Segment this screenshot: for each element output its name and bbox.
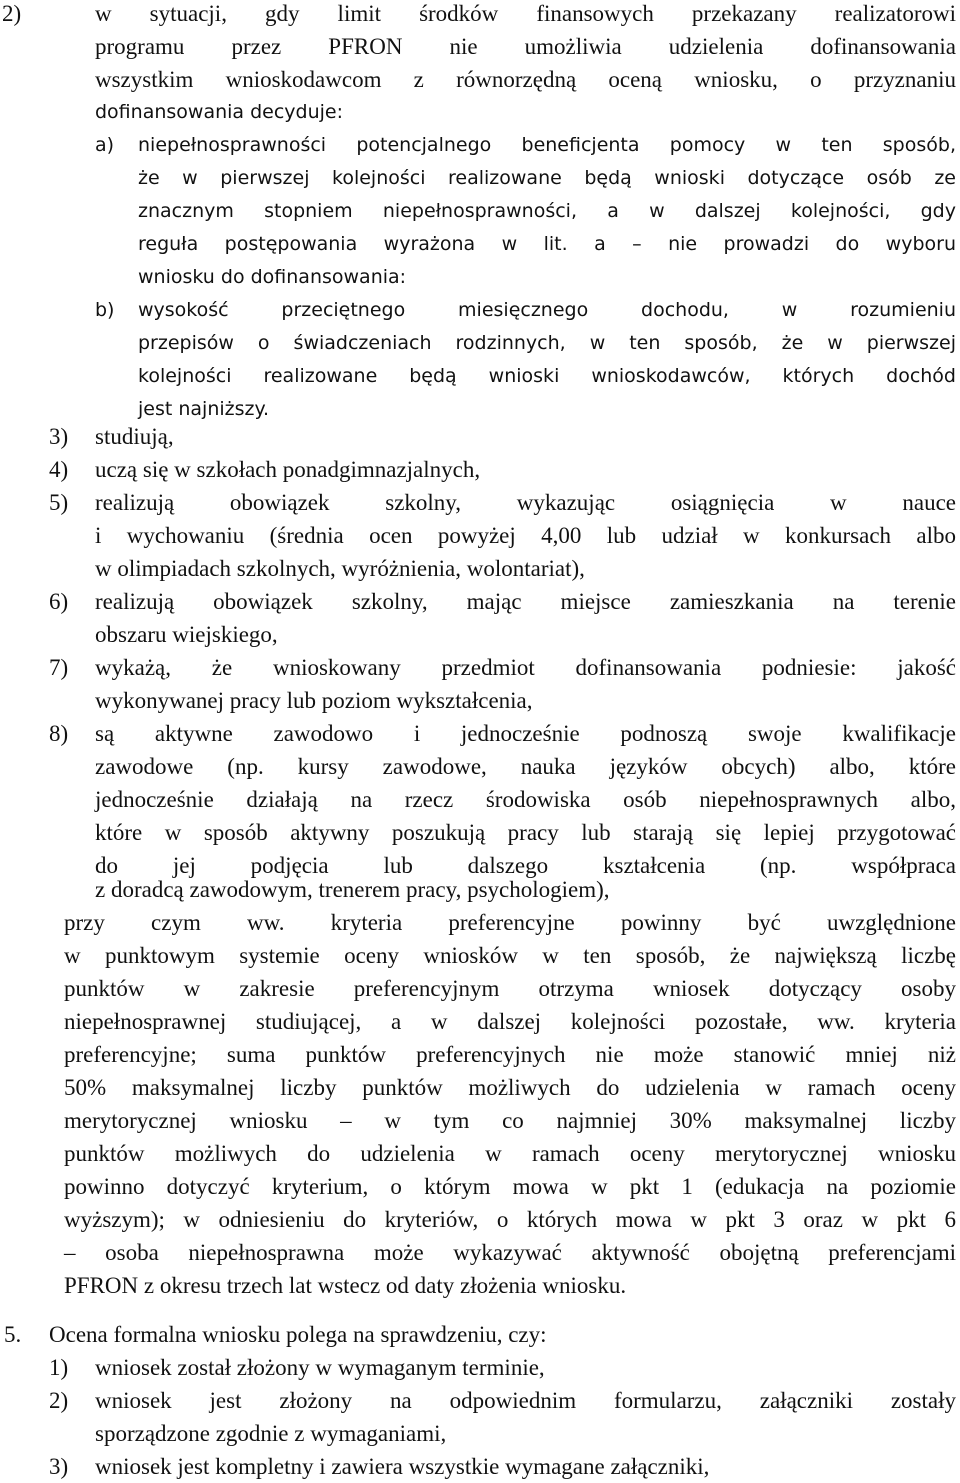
text-line: [0, 816, 960, 849]
text-line: [0, 1137, 960, 1170]
list-number: 8): [49, 721, 69, 746]
list-number: 2): [49, 1388, 69, 1413]
paragraph-text: że w pierwszej kolejności realizowane będą wnioski dotyczące osób ze: [138, 167, 956, 189]
paragraph-text: przy czym ww. kryteria preferencyjne powinny być uwzględnione: [64, 910, 956, 935]
paragraph-text: wykonywanej pracy lub poziom wykształcenia,: [95, 688, 533, 713]
paragraph-text: 50% maksymalnej liczby punktów możliwych do udzielenia w ramach oceny: [64, 1075, 956, 1100]
text-line: [0, 717, 960, 750]
list-item-text: wysokość przeciętnego miesięcznego dochodu, w rozumieniu: [138, 299, 956, 321]
paragraph-text: jednocześnie działają na rzecz środowiska osób niepełnosprawnych albo,: [95, 787, 956, 812]
text-line: [0, 618, 960, 651]
paragraph-text: sporządzone zgodnie z wymaganiami,: [95, 1421, 447, 1446]
paragraph-text: do jej podjęcia lub dalszego kształcenia (np. współpraca: [95, 853, 956, 878]
paragraph-text: powinno dotyczyć kryterium, o którym mowa w pkt 1 (edukacja na poziomie: [64, 1174, 956, 1199]
list-number: 4): [49, 457, 69, 482]
list-number: 5): [49, 490, 69, 515]
text-line: [0, 1170, 960, 1203]
paragraph-text: które w sposób aktywny poszukują pracy lub starają się lepiej przygotować: [95, 820, 956, 845]
paragraph-text: punktów możliwych do udzielenia w ramach oceny merytorycznej wniosku: [64, 1141, 956, 1166]
paragraph-text: obszaru wiejskiego,: [95, 622, 278, 647]
paragraph-text: PFRON z okresu trzech lat wstecz od daty złożenia wniosku.: [64, 1273, 627, 1298]
list-letter: a): [95, 134, 115, 156]
text-line: [0, 1417, 960, 1450]
list-item-text: w sytuacji, gdy limit środków finansowych przekazany realizatorowi: [95, 1, 956, 26]
list-item-text: uczą się w szkołach ponadgimnazjalnych,: [95, 457, 481, 482]
text-line: [0, 360, 960, 393]
paragraph-text: i wychowaniu (średnia ocen powyżej 4,00 lub udział w konkursach albo: [95, 523, 956, 548]
paragraph-text: w punktowym systemie oceny wniosków w ten sposób, że największą liczbę: [64, 943, 956, 968]
text-line: [0, 1005, 960, 1038]
paragraph-text: jest najniższy.: [138, 398, 270, 420]
text-line: [0, 228, 960, 261]
list-number: 7): [49, 655, 69, 680]
text-line: [0, 1450, 960, 1483]
paragraph-text: dofinansowania decyduje:: [95, 101, 344, 123]
list-item-text: wniosek jest złożony na odpowiednim formularzu, załączniki zostały: [95, 1388, 956, 1413]
paragraph-text: kolejności realizowane będą wnioski wnioskodawców, których dochód: [138, 365, 956, 387]
paragraph-text: zawodowe (np. kursy zawodowe, nauka języków obcych) albo, które: [95, 754, 956, 779]
text-line: [0, 96, 960, 129]
paragraph-text: przepisów o świadczeniach rodzinnych, w ten sposób, że w pierwszej: [138, 332, 956, 354]
text-line: [0, 453, 960, 486]
section-text: Ocena formalna wniosku polega na sprawdzeniu, czy:: [49, 1322, 547, 1347]
text-line: [0, 129, 960, 162]
paragraph-text: – osoba niepełnosprawna może wykazywać aktywność obojętną preferencjami: [64, 1240, 956, 1265]
paragraph-text: merytorycznej wniosku – w tym co najmniej 30% maksymalnej liczby: [64, 1108, 956, 1133]
text-line: [0, 0, 960, 30]
paragraph-text: niepełnosprawnej studiującej, a w dalszej kolejności pozostałe, ww. kryteria: [64, 1009, 956, 1034]
text-line: [0, 486, 960, 519]
text-line: [0, 651, 960, 684]
text-line: [0, 519, 960, 552]
paragraph-text: preferencyjne; suma punktów preferencyjnych nie może stanowić mniej niż: [64, 1042, 956, 1067]
text-line: [0, 195, 960, 228]
list-item-text: studiują,: [95, 424, 174, 449]
list-number: 3): [49, 424, 69, 449]
text-line: [0, 1104, 960, 1137]
text-line: [0, 906, 960, 939]
text-line: [0, 972, 960, 1005]
text-line: [0, 750, 960, 783]
text-line: [0, 261, 960, 294]
paragraph-text: reguła postępowania wyrażona w lit. a – nie prowadzi do wyboru: [138, 233, 956, 255]
text-line: [0, 162, 960, 195]
text-line: [0, 30, 960, 63]
list-item-text: niepełnosprawności potencjalnego beneficjenta pomocy w ten sposób,: [138, 134, 956, 156]
text-line: [0, 783, 960, 816]
text-line: [0, 1236, 960, 1269]
paragraph-text: wniosku do dofinansowania:: [138, 266, 407, 288]
paragraph-text: programu przez PFRON nie umożliwia udzielenia dofinansowania: [95, 34, 956, 59]
text-line: [0, 684, 960, 717]
list-number: 2): [2, 1, 22, 26]
list-item-text: realizują obowiązek szkolny, wykazując osiągnięcia w nauce: [95, 490, 956, 515]
paragraph-text: wyższym); w odniesieniu do kryteriów, o których mowa w pkt 3 oraz w pkt 6: [64, 1207, 956, 1232]
paragraph-text: wszystkim wnioskodawcom z równorzędną oceną wniosku, o przyznaniu: [95, 67, 956, 92]
text-line: [0, 1318, 960, 1351]
paragraph-text: z doradcą zawodowym, trenerem pracy, psychologiem),: [95, 877, 610, 902]
text-line: [0, 1071, 960, 1104]
list-item-text: wniosek jest kompletny i zawiera wszystkie wymagane załączniki,: [95, 1454, 710, 1479]
paragraph-text: w olimpiadach szkolnych, wyróżnienia, wolontariat),: [95, 556, 585, 581]
text-line: [0, 873, 960, 906]
text-line: [0, 1384, 960, 1417]
text-line: [0, 585, 960, 618]
text-line: [0, 327, 960, 360]
list-letter: b): [95, 299, 115, 321]
paragraph-text: punktów w zakresie preferencyjnym otrzyma wniosek dotyczący osoby: [64, 976, 956, 1001]
text-line: [0, 1203, 960, 1236]
list-item-text: wniosek został złożony w wymaganym terminie,: [95, 1355, 545, 1380]
text-line: [0, 1269, 960, 1302]
list-number: 3): [49, 1454, 69, 1479]
text-line: [0, 552, 960, 585]
text-line: [0, 63, 960, 96]
list-item-text: realizują obowiązek szkolny, mając miejsce zamieszkania na terenie: [95, 589, 956, 614]
list-item-text: wykażą, że wnioskowany przedmiot dofinansowania podniesie: jakość: [95, 655, 956, 680]
section-number: 5.: [4, 1322, 22, 1347]
text-line: [0, 420, 960, 453]
list-item-text: są aktywne zawodowo i jednocześnie podnoszą swoje kwalifikacje: [95, 721, 956, 746]
text-line: [0, 1351, 960, 1384]
list-number: 6): [49, 589, 69, 614]
list-number: 1): [49, 1355, 69, 1380]
paragraph-text: znacznym stopniem niepełnosprawności, a w dalszej kolejności, gdy: [138, 200, 956, 222]
text-line: [0, 939, 960, 972]
text-line: [0, 1038, 960, 1071]
text-line: [0, 294, 960, 327]
